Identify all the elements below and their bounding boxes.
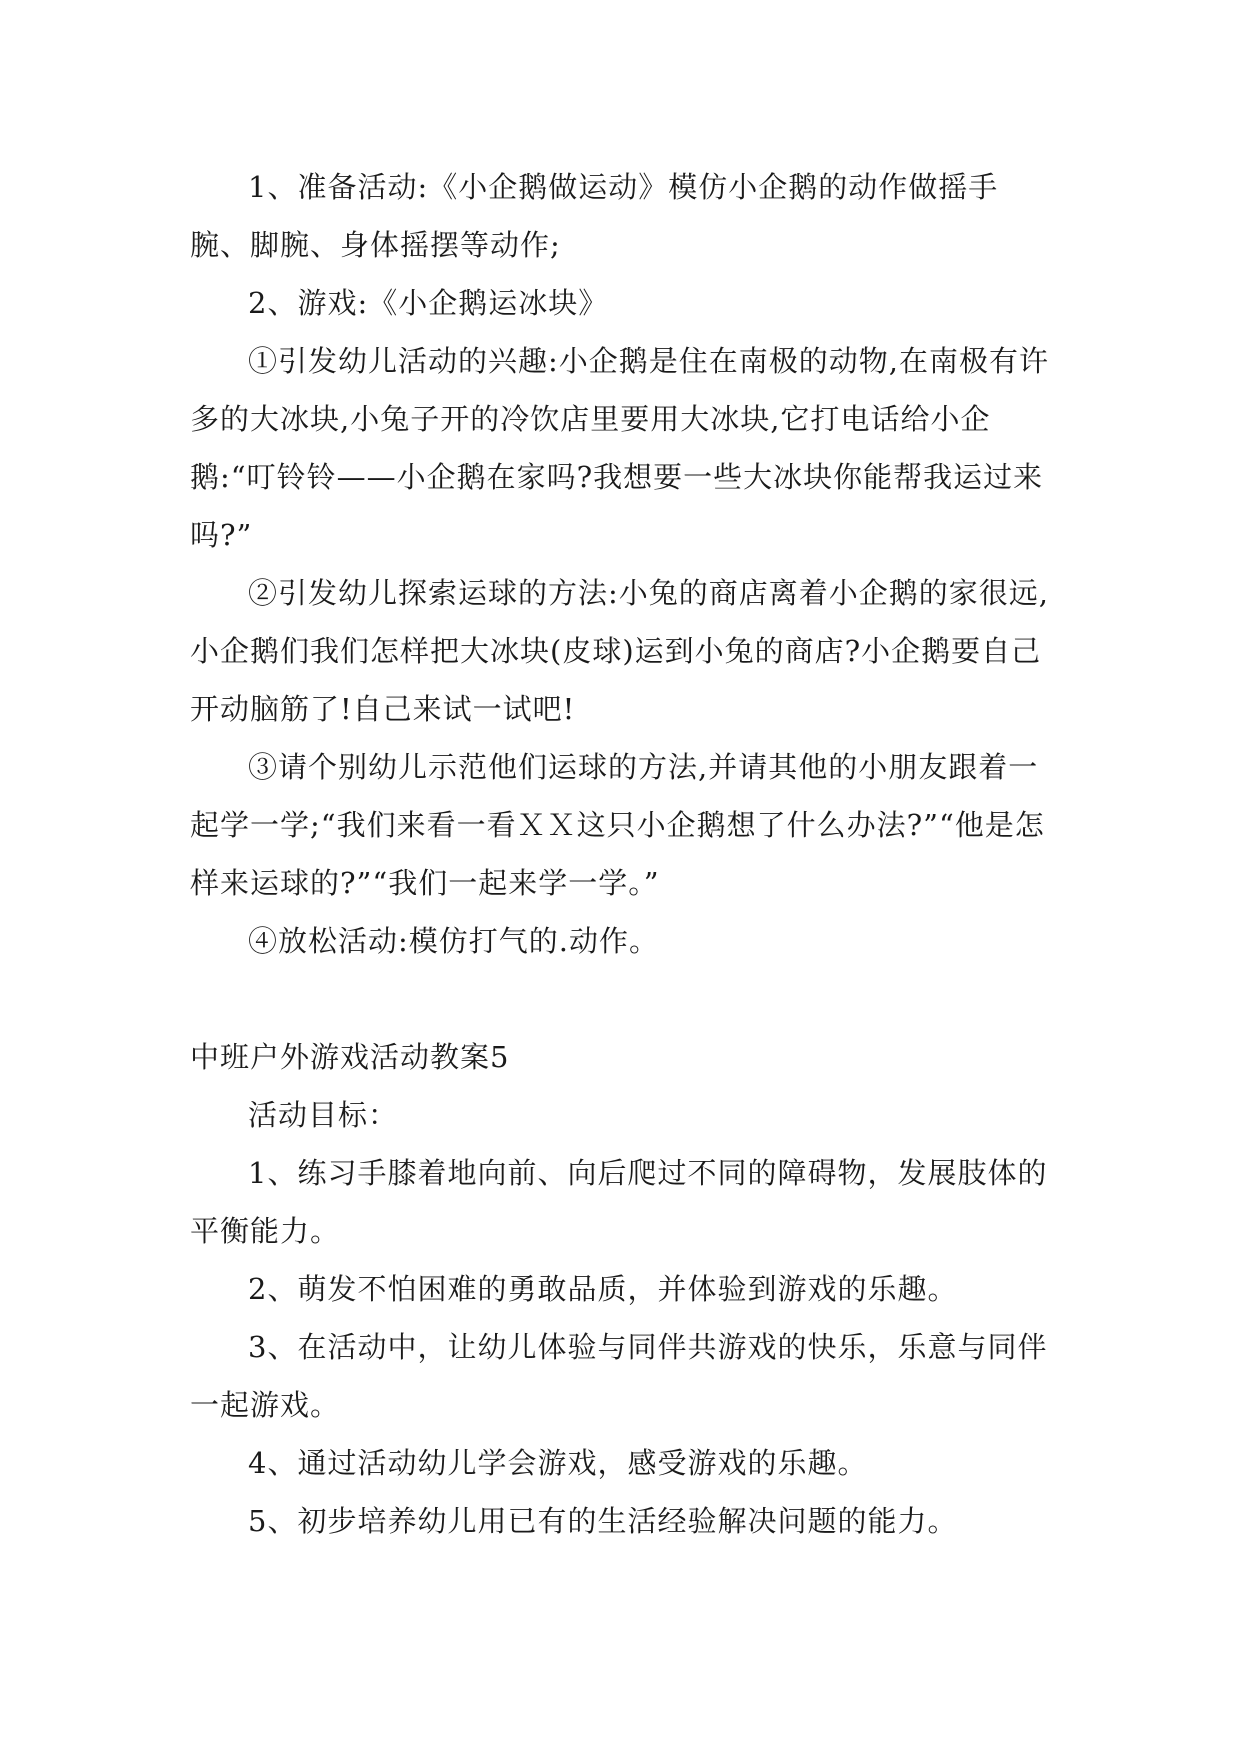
- section-heading: 中班户外游戏活动教案5: [190, 1040, 510, 1074]
- paragraph: 2、萌发不怕困难的勇敢品质，并体验到游戏的乐趣。: [248, 1272, 958, 1306]
- paragraph: 4、通过活动幼儿学会游戏，感受游戏的乐趣。: [248, 1446, 868, 1480]
- paragraph: ④放松活动:模仿打气的.动作。: [248, 924, 659, 958]
- paragraph: ②引发幼儿探索运球的方法:小兔的商店离着小企鹅的家很远,小企鹅们我们怎样把大冰块(皮球)运到小兔的商店?小企鹅要自己开动脑筋了!自己来试一试吧!: [190, 576, 1049, 726]
- paragraph: 1、练习手膝着地向前、向后爬过不同的障碍物，发展肢体的平衡能力。: [190, 1156, 1048, 1248]
- document-body: [190, 158, 1050, 1550]
- section-spacer: [190, 970, 1050, 1028]
- paragraph: 1、准备活动:《小企鹅做运动》模仿小企鹅的动作做摇手腕、脚腕、身体摇摆等动作;: [190, 170, 999, 262]
- paragraph: 活动目标：: [248, 1098, 399, 1132]
- paragraph: 3、在活动中，让幼儿体验与同伴共游戏的快乐，乐意与同伴一起游戏。: [190, 1330, 1048, 1422]
- paragraph: ①引发幼儿活动的兴趣:小企鹅是住在南极的动物,在南极有许多的大冰块,小兔子开的冷饮店里要用大冰块,它打电话给小企鹅:“叮铃铃——小企鹅在家吗?我想要一些大冰块你能帮我运过来吗?”: [190, 344, 1049, 552]
- paragraph: 2、游戏:《小企鹅运冰块》: [248, 286, 609, 320]
- paragraph: ③请个别幼儿示范他们运球的方法,并请其他的小朋友跟着一起学一学;“我们来看一看ＸＸ这只小企鹅想了什么办法?”“他是怎样来运球的?”“我们一起来学一学。”: [190, 750, 1045, 900]
- paragraph: 5、初步培养幼儿用已有的生活经验解决问题的能力。: [248, 1504, 958, 1538]
